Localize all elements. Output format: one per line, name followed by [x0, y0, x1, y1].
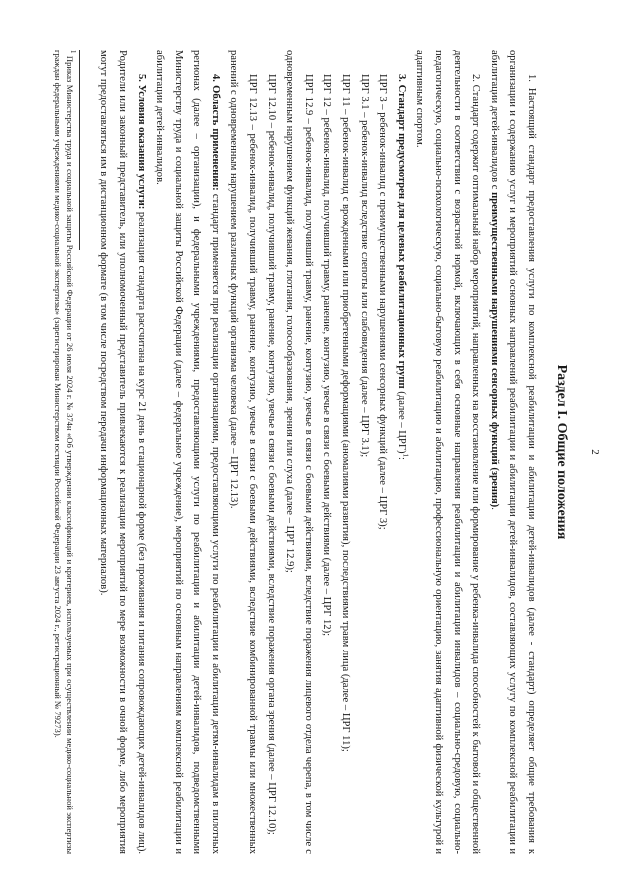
footnote	[52, 50, 75, 854]
paragraph-5	[94, 50, 150, 854]
paragraph-1-text: 1. Настоящий стандарт предоставления услуги по комплексной реабилитации и абилитации детей-инвалидов (далее - стандарт) определяет общие требования к организации и содержанию услуг и мероприятий основных направлений реабилитации и абилитации детей-инвалидов, составляющих услугу по комплексной реабилитации и абилитации детей-инвалидов с	[488, 50, 537, 854]
crg-12-13-item: ЦРГ 12.13 – ребенок-инвалид, получивший травму, ранение, контузию, увечье в связи с боевыми действиями, вследствие комбинированной травмы или множественных ранений с одновременным нарушением различных функций организма человека (далее – ЦРГ 12.13).	[228, 50, 259, 854]
crg-12-item: ЦРГ 12 – ребенок-инвалид, получивший травму, ранение, контузию, увечье в связи с боевыми действиями (далее – ЦРГ 12);	[321, 74, 333, 637]
paragraph-3	[391, 50, 410, 854]
footnote-ref: 1	[401, 453, 410, 457]
section-title: Раздел I. Общие положения	[554, 364, 569, 540]
crg-11-item: ЦРГ 11 – ребенок-инвалид с врожденными или приобретенными деформациями (аномалиями развития), последствиями травм лица (далее – ЦРГ 11);	[340, 74, 352, 752]
paragraph-4-text: стандарт применяется при реализации организациями, предоставляющими услуги по реабилитации и абилитации детям-инвалидам в пилотных регионах (далее – организации), и федеральными учреждениями, предоставляющими услуги по реабилитации и абилитации детей-инвалидов, подведомственными Министерству труда и социальной защиты Российской Федерации (далее – федеральное учреждение), мероприятий по основным направлениям комплексной реабилитации и абилитации детей-инвалидов.	[154, 50, 221, 855]
crg-3-1-item: ЦРГ 3.1 – ребенок-инвалид вследствие слепоты или слабовидения (далее – ЦРГ 3.1);	[358, 74, 370, 458]
paragraph-2: 2. Стандарт содержит оптимальный набор мероприятий, направленных на восстановление или формирование у ребенка-инвалида способностей к бытовой и общественной деятельности в соответствии с возрастной нормой, включающих в себя основные направления реабилитации и абилитации инвалидов – социально-средовую, социально-педагогическую, социально-психологическую, социально-бытовую реабилитацию и абилитацию, профессиональную ориентацию, занятия адаптивной физической культурой и адаптивным спортом.	[414, 50, 482, 854]
paragraph-1-emphasis: преимущественными нарушениями сенсорных функций (зрения)	[488, 192, 500, 508]
paragraph-5-text: реализация стандарта рассчитана на курс 21 день в стационарной форме (без проживания и питания сопровождающих детей-инвалидов лиц). Родители или законный представитель, или уполномоченный представитель привлекаются к реализации мероприятий по мере возможности в очной форме, либо мероприятия могут предоставляться им в дистанционном формате (в том числе посредством передачи информационных материалов).	[98, 50, 147, 854]
crg-12-10-item: ЦРГ 12.10 – ребенок-инвалид, получивший травму, ранение, контузию, увечье в связи с боевыми действиями, вследствие поражения органа зрения (далее – ЦРГ 12.10);	[265, 74, 277, 835]
footnote-text: Приказ Министерства труда и социальной защиты Российской Федерации от 26 июля 2024 г. № 374н «Об утверждении классификаций и критериев, используемых при осуществлении медико-социальной экспертизы граждан федеральными учреждениями медико-социальной экспертизы» (зарегистрирован Министерством юстиции Российской Федерации 23 августа 2024 г., регистрационный № 79273).	[53, 50, 75, 854]
footnote-number: 1	[68, 50, 77, 54]
paragraph-3-heading: 3. Стандарт предусмотрен для целевых реабилитационных групп	[395, 74, 407, 389]
crg-3-item: ЦРГ 3 – ребенок-инвалид с преимущественными нарушениями сенсорных функций (далее – ЦРГ 3);	[377, 74, 389, 530]
footnote-divider	[79, 50, 80, 250]
paragraph-4-heading: 4. Область применения:	[209, 74, 221, 191]
paragraph-1	[484, 50, 540, 854]
document-page	[10, 10, 630, 890]
paragraph-5-heading: 5. Условия оказания услуги:	[135, 74, 147, 210]
paragraph-3-end: :	[395, 456, 407, 460]
paragraph-3-text: (далее – ЦРГ)	[395, 388, 407, 454]
page-number: 2	[589, 449, 601, 455]
crg-12-9-item: ЦРГ 12.9 – ребенок-инвалид, получивший травму, ранение, контузию, увечье в связи с боевыми действиями, вследствие поражения лицевого отдела черепа, в том числе с одновременным нарушением функций жевания, глотания, голосообразования, зрения или слуха (далее – ЦРГ 12.9);	[284, 50, 314, 854]
paragraph-1-end: .	[488, 507, 500, 510]
paragraph-4	[150, 50, 224, 854]
